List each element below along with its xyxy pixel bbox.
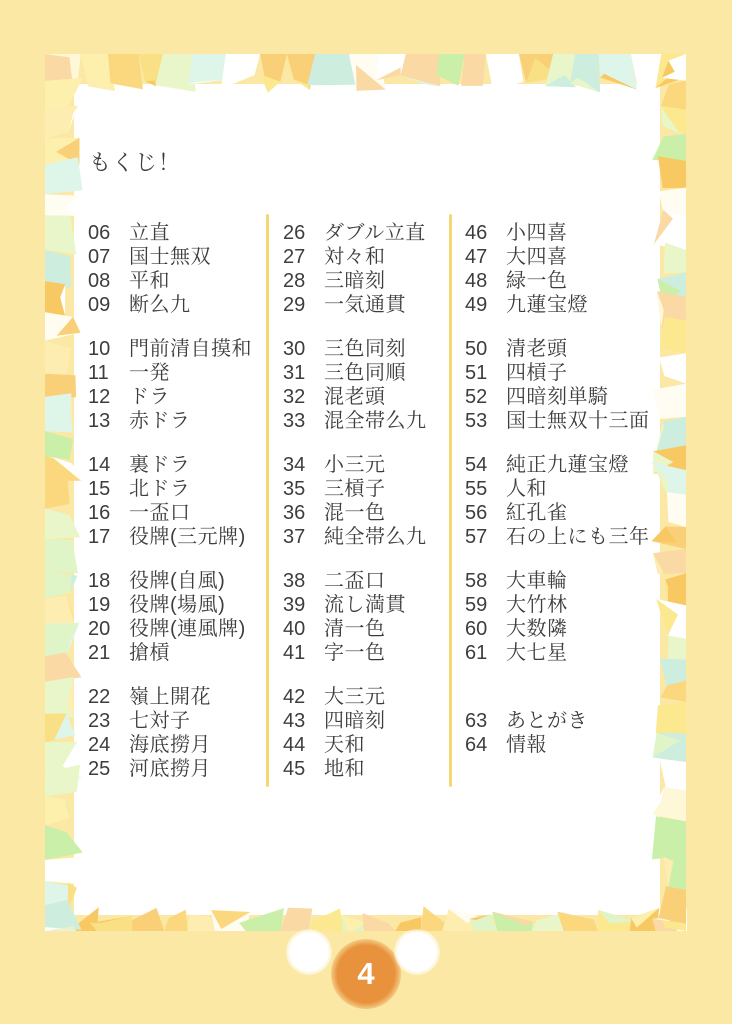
column-divider-left [266, 214, 269, 787]
toc-entry-title: 大三元 [324, 686, 386, 708]
toc-entry-title: 清一色 [324, 618, 386, 640]
toc-entry-title: 清老頭 [506, 338, 568, 360]
toc-entry [465, 269, 660, 293]
toc-entry-title: 字一色 [324, 642, 386, 664]
toc-entry [283, 617, 446, 641]
toc-entry-title: 断么九 [129, 294, 191, 316]
toc-entry-number: 60 [465, 618, 488, 640]
toc-entry-number: 11 [88, 362, 109, 384]
toc-group [465, 337, 660, 433]
toc-entry [465, 361, 660, 385]
toc-entry-title: 大数隣 [506, 618, 568, 640]
toc-entry-number: 34 [283, 454, 306, 476]
toc-entry [283, 245, 446, 269]
toc-entry [465, 337, 660, 361]
toc-entry-title: 混全帯么九 [324, 410, 427, 432]
toc-entry-title: 赤ドラ [129, 410, 191, 432]
toc-entry-title: 河底撈月 [129, 758, 211, 780]
toc-entry-number: 14 [88, 454, 111, 476]
toc-column-1 [88, 221, 263, 781]
toc-column-2 [283, 221, 446, 781]
toc-entry [88, 501, 263, 525]
toc-entry [465, 385, 660, 409]
toc-entry-number: 61 [465, 642, 488, 664]
toc-entry-title: 大竹林 [506, 594, 568, 616]
toc-entry [283, 385, 446, 409]
toc-group [88, 685, 263, 781]
toc-entry-number: 35 [283, 478, 306, 500]
toc-entry [88, 525, 263, 549]
toc-entry-title: 四暗刻単騎 [506, 386, 609, 408]
toc-entry-title: 一盃口 [129, 502, 191, 524]
toc-entry-number: 40 [283, 618, 306, 640]
toc-entry-number: 58 [465, 570, 488, 592]
toc-entry-title: ドラ [129, 386, 170, 408]
toc-entry [283, 409, 446, 433]
toc-entry-number: 37 [283, 526, 306, 548]
toc-entry-title: 情報 [506, 734, 547, 756]
toc-entry-title: 国士無双 [129, 246, 211, 268]
toc-entry-number: 45 [283, 758, 306, 780]
toc-group [465, 569, 660, 665]
toc-entry-number: 32 [283, 386, 306, 408]
toc-entry [88, 409, 263, 433]
toc-entry [283, 221, 446, 245]
toc-entry-title: 大七星 [506, 642, 568, 664]
toc-entry [465, 245, 660, 269]
toc-entry [283, 293, 446, 317]
toc-entry-title: 三色同刻 [324, 338, 406, 360]
toc-entry-title: 立直 [129, 222, 170, 244]
toc-entry-title: 海底撈月 [129, 734, 211, 756]
toc-entry-title: ダブル立直 [324, 222, 426, 244]
toc-entry [88, 641, 263, 665]
toc-entry-title: 小三元 [324, 454, 386, 476]
toc-entry [465, 409, 660, 433]
toc-entry [465, 525, 660, 549]
toc-group [465, 453, 660, 549]
toc-entry-title: 純全帯么九 [324, 526, 427, 548]
toc-entry-number: 33 [283, 410, 306, 432]
toc-entry-number: 39 [283, 594, 306, 616]
toc-entry [88, 293, 263, 317]
toc-entry [465, 221, 660, 245]
toc-entry-title: 四槓子 [506, 362, 568, 384]
toc-entry-title: 三暗刻 [324, 270, 386, 292]
toc-entry [465, 641, 660, 665]
page-number: 4 [357, 956, 375, 991]
toc-entry [283, 361, 446, 385]
toc-entry [88, 337, 263, 361]
toc-entry-title: 役牌(自風) [129, 570, 226, 592]
toc-entry-number: 43 [283, 710, 306, 732]
toc-entry [283, 641, 446, 665]
toc-entry-title: 純正九蓮宝燈 [506, 454, 629, 476]
column-divider-right [449, 214, 452, 787]
toc-entry [283, 337, 446, 361]
toc-entry-number: 59 [465, 594, 488, 616]
toc-entry [88, 709, 263, 733]
toc-entry [465, 617, 660, 641]
toc-entry-title: 三槓子 [324, 478, 386, 500]
toc-entry-number: 20 [88, 618, 111, 640]
toc-entry-title: 役牌(三元牌) [129, 526, 246, 548]
toc-entry-number: 51 [465, 362, 488, 384]
toc-entry-title: 九蓮宝燈 [506, 294, 588, 316]
toc-entry-number: 53 [465, 410, 488, 432]
toc-entry-title: 四暗刻 [324, 710, 386, 732]
toc-entry-number: 10 [88, 338, 111, 360]
toc-entry-title: 地和 [324, 758, 365, 780]
toc-entry [88, 685, 263, 709]
toc-entry [283, 593, 446, 617]
toc-entry [465, 733, 660, 757]
toc-entry [88, 569, 263, 593]
page-title: もくじ！ [89, 150, 182, 175]
toc-entry-number: 54 [465, 454, 488, 476]
toc-entry-number: 19 [88, 594, 111, 616]
toc-entry [88, 593, 263, 617]
toc-column-3 [465, 221, 660, 757]
toc-entry-number: 26 [283, 222, 306, 244]
toc-entry-title: 北ドラ [129, 478, 191, 500]
toc-entry [88, 733, 263, 757]
toc-entry-number: 55 [465, 478, 488, 500]
toc-entry-number: 42 [283, 686, 306, 708]
toc-entry-title: 七対子 [129, 710, 191, 732]
toc-entry [465, 709, 660, 733]
toc-entry-number: 22 [88, 686, 111, 708]
toc-entry-number: 27 [283, 246, 306, 268]
toc-entry-number: 29 [283, 294, 306, 316]
toc-entry [283, 501, 446, 525]
toc-entry [88, 757, 263, 781]
toc-entry-title: 人和 [506, 478, 547, 500]
toc-entry [283, 453, 446, 477]
toc-entry-title: 混一色 [324, 502, 386, 524]
toc-entry [465, 569, 660, 593]
toc-entry-title: 流し満貫 [324, 594, 406, 616]
toc-entry [88, 617, 263, 641]
toc-entry-number: 24 [88, 734, 111, 756]
toc-entry [283, 525, 446, 549]
toc-entry-title: 搶槓 [129, 642, 170, 664]
toc-entry [283, 269, 446, 293]
toc-entry [283, 477, 446, 501]
toc-entry-title: 平和 [129, 270, 170, 292]
toc-group [465, 221, 660, 317]
toc-entry [88, 245, 263, 269]
toc-entry-title: 二盃口 [324, 570, 386, 592]
toc-entry [465, 501, 660, 525]
toc-entry-title: 一発 [129, 362, 170, 384]
toc-entry-number: 56 [465, 502, 488, 524]
toc-entry-number: 15 [88, 478, 111, 500]
toc-entry-title: 対々和 [324, 246, 386, 268]
toc-group [88, 569, 263, 665]
toc-entry-number: 07 [88, 246, 111, 268]
toc-entry-number: 49 [465, 294, 488, 316]
toc-entry [88, 477, 263, 501]
toc-entry-number: 31 [283, 362, 306, 384]
toc-entry-title: 門前清自摸和 [129, 338, 252, 360]
toc-entry [88, 269, 263, 293]
toc-group [283, 569, 446, 665]
toc-entry-title: 役牌(連風牌) [129, 618, 246, 640]
toc-entry-number: 52 [465, 386, 488, 408]
toc-entry-number: 25 [88, 758, 111, 780]
toc-entry [283, 733, 446, 757]
toc-entry-number: 46 [465, 222, 488, 244]
toc-entry-title: 紅孔雀 [506, 502, 568, 524]
toc-entry-title: 裏ドラ [129, 454, 191, 476]
toc-entry-title: 三色同順 [324, 362, 406, 384]
toc-entry [465, 477, 660, 501]
toc-entry-number: 64 [465, 734, 488, 756]
toc-entry [465, 453, 660, 477]
toc-entry [88, 385, 263, 409]
toc-entry-number: 17 [88, 526, 111, 548]
toc-group [283, 221, 446, 317]
toc-entry-title: 嶺上開花 [129, 686, 211, 708]
toc-entry-number: 48 [465, 270, 488, 292]
toc-entry-number: 28 [283, 270, 306, 292]
toc-entry [88, 221, 263, 245]
toc-entry-number: 63 [465, 710, 488, 732]
toc-entry-number: 16 [88, 502, 111, 524]
toc-entry-title: 一気通貫 [324, 294, 406, 316]
toc-entry-title: 緑一色 [506, 270, 568, 292]
toc-group [88, 337, 263, 433]
toc-entry [88, 361, 263, 385]
toc-entry-number: 36 [283, 502, 306, 524]
toc-entry-number: 21 [88, 642, 111, 664]
footer-dot-left [286, 929, 332, 975]
toc-entry-number: 30 [283, 338, 306, 360]
toc-entry [88, 453, 263, 477]
footer-dot-right [394, 929, 440, 975]
toc-group [88, 453, 263, 549]
toc-group [88, 221, 263, 317]
toc-entry-number: 08 [88, 270, 111, 292]
toc-entry-title: 大車輪 [506, 570, 568, 592]
toc-entry-number: 06 [88, 222, 111, 244]
toc-entry-number: 38 [283, 570, 306, 592]
toc-entry-number: 18 [88, 570, 111, 592]
toc-entry-number: 47 [465, 246, 488, 268]
toc-entry-number: 13 [88, 410, 111, 432]
toc-entry-title: 小四喜 [506, 222, 568, 244]
toc-entry [465, 293, 660, 317]
toc-entry-number: 44 [283, 734, 306, 756]
toc-entry-number: 12 [88, 386, 111, 408]
toc-entry [283, 709, 446, 733]
toc-entry [283, 757, 446, 781]
toc-group [283, 685, 446, 781]
toc-group [283, 453, 446, 549]
toc-entry-title: 天和 [324, 734, 365, 756]
toc-entry-number: 09 [88, 294, 111, 316]
toc-entry-title: 国士無双十三面 [506, 410, 650, 432]
toc-entry-title: 混老頭 [324, 386, 386, 408]
toc-entry [283, 569, 446, 593]
toc-entry [283, 685, 446, 709]
toc-entry-title: 大四喜 [506, 246, 568, 268]
toc-entry [465, 593, 660, 617]
page-number-badge [331, 939, 401, 1009]
toc-entry-title: あとがき [506, 710, 588, 732]
toc-entry-number: 41 [283, 642, 306, 664]
toc-group [283, 337, 446, 433]
toc-group [465, 685, 660, 757]
toc-entry-number: 57 [465, 526, 488, 548]
toc-entry-title: 役牌(場風) [129, 594, 226, 616]
toc-entry-number: 50 [465, 338, 488, 360]
toc-entry-title: 石の上にも三年 [506, 526, 650, 548]
toc-entry-number: 23 [88, 710, 111, 732]
